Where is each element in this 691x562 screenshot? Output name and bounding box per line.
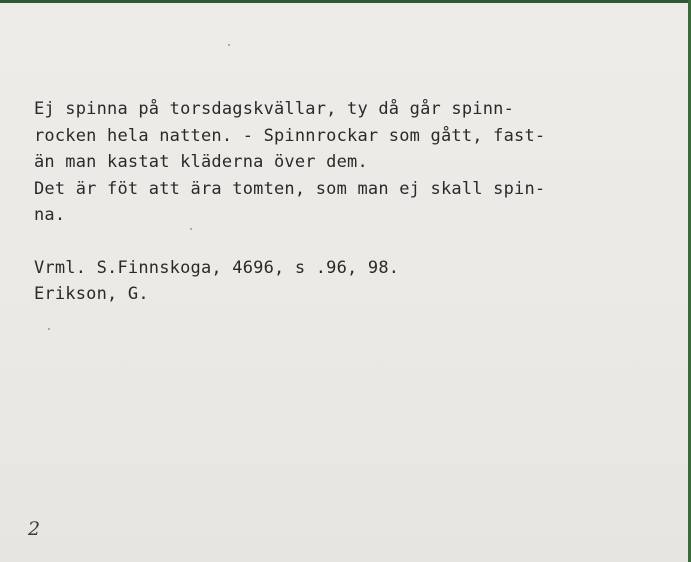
- record-line: rocken hela natten. - Spinnrockar som gått, fast-: [34, 125, 546, 146]
- typed-record: [34, 96, 684, 308]
- record-line: na.: [34, 205, 66, 225]
- page-number: 2: [28, 518, 41, 540]
- card-top-edge: [0, 0, 691, 3]
- paper-speck: [228, 44, 230, 46]
- record-line: än man kastat kläderna över dem.: [34, 152, 368, 172]
- source-line: Vrml. S.Finnskoga, 4696, s .96, 98.: [34, 257, 400, 278]
- paper-speck: [48, 328, 50, 330]
- record-line: Det är föt att ära tomten, som man ej skall spin-: [34, 178, 546, 199]
- source-line: Erikson, G.: [34, 284, 149, 304]
- record-line: Ej spinna på torsdagskvällar, ty då går spinn-: [34, 99, 515, 119]
